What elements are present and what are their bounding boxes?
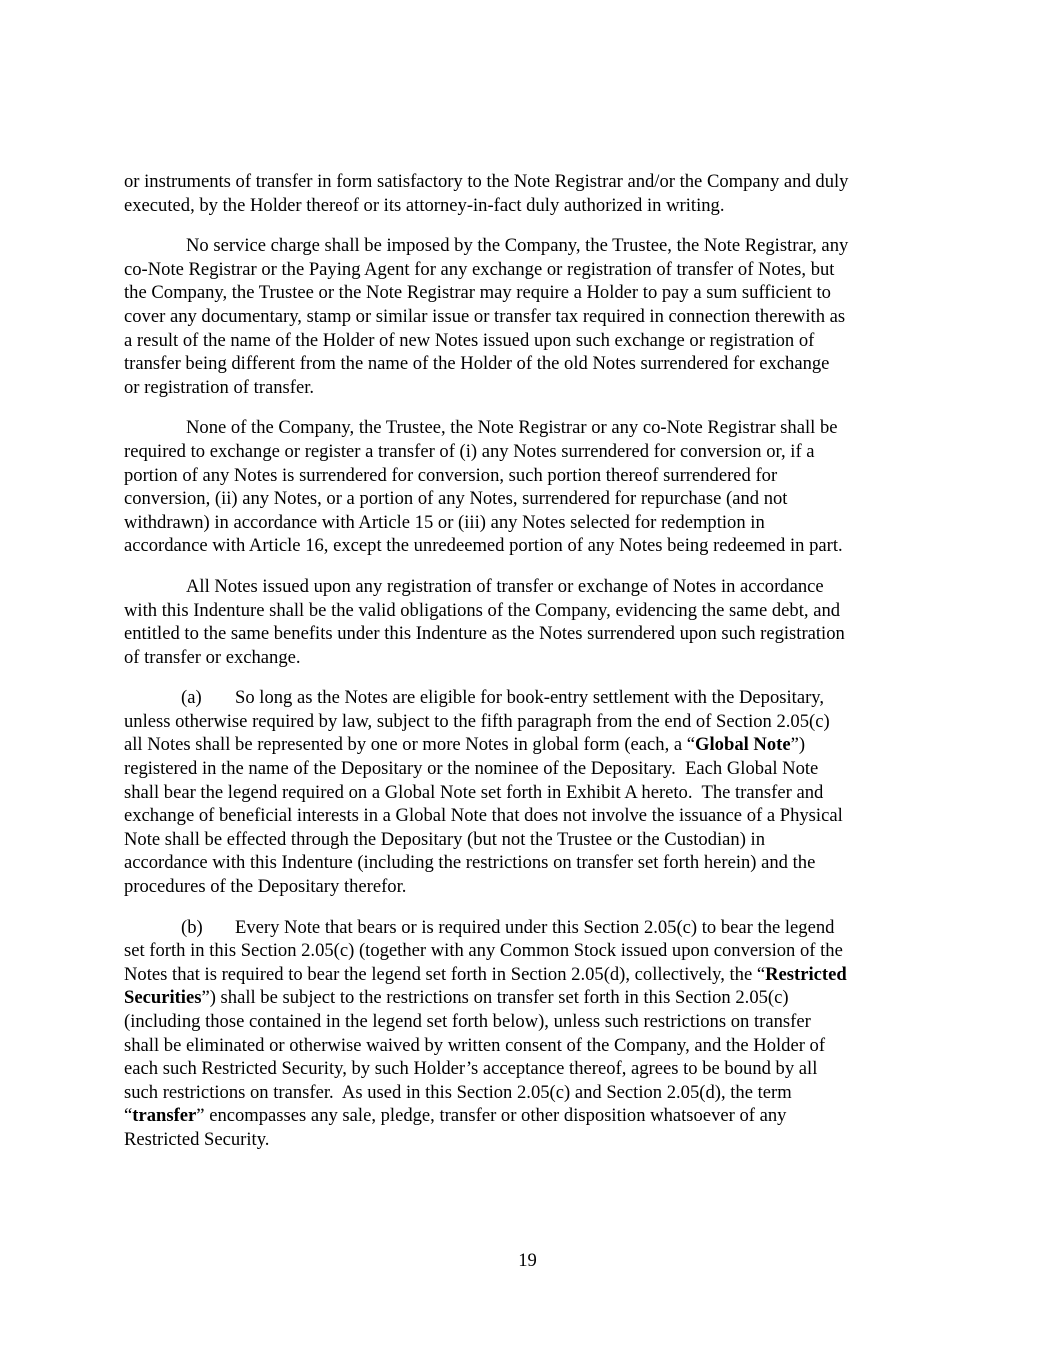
text-line: procedures of the Depositary therefor. xyxy=(124,876,407,898)
text-line: shall bear the legend required on a Global Note set forth in Exhibit A hereto. The transfer and xyxy=(124,781,824,803)
text-line: with this Indenture shall be the valid obligations of the Company, evidencing the same debt, and xyxy=(124,599,841,621)
text-line: such restrictions on transfer. As used in this Section 2.05(c) and Section 2.05(d), the term xyxy=(124,1081,792,1103)
paragraph-a-global-notes xyxy=(124,686,932,898)
paragraph-exchange-restrictions xyxy=(124,416,932,558)
clause-label: (a) xyxy=(181,687,202,709)
text-line: shall be eliminated or otherwise waived by written consent of the Company, and the Holder of xyxy=(124,1034,826,1056)
text-line: exchange of beneficial interests in a Global Note that does not involve the issuance of a Physical xyxy=(124,805,843,827)
text-line: accordance with Article 16, except the unredeemed portion of any Notes being redeemed in part. xyxy=(124,535,843,557)
text-line: withdrawn) in accordance with Article 15 or (iii) any Notes selected for redemption in xyxy=(124,511,765,533)
text-line: ” encompasses any sale, pledge, transfer or other disposition whatsoever of any xyxy=(196,1105,787,1127)
text-line: ”) shall be subject to the restrictions on transfer set forth in this Section 2.05(c) xyxy=(201,987,789,1009)
text-line: entitled to the same benefits under this Indenture as the Notes surrendered upon such registration xyxy=(124,623,845,645)
text-line: Restricted Security. xyxy=(124,1128,270,1150)
text-line: or instruments of transfer in form satisfactory to the Note Registrar and/or the Company and duly xyxy=(124,171,849,192)
text-line: Note shall be effected through the Depositary (but not the Trustee or the Custodian) in xyxy=(124,828,766,850)
text-line: executed, by the Holder thereof or its attorney-in-fact duly authorized in writing. xyxy=(124,194,725,216)
text-line: “ xyxy=(124,1105,133,1127)
paragraph-valid-obligations xyxy=(124,575,932,669)
text-line: None of the Company, the Trustee, the Note Registrar or any co-Note Registrar shall be xyxy=(186,417,838,439)
text-line: unless otherwise required by law, subject to the fifth paragraph from the end of Section 2.05(c) xyxy=(124,710,830,732)
text-line: ”) xyxy=(790,734,806,756)
text-line: transfer being different from the name of the Holder of the old Notes surrendered for exchange xyxy=(124,353,830,375)
text-line: portion of any Notes is surrendered for conversion, such portion thereof surrendered for xyxy=(124,464,778,486)
text-line: Every Note that bears or is required under this Section 2.05(c) to bear the legend xyxy=(235,916,835,938)
text-line: co-Note Registrar or the Paying Agent for any exchange or registration of transfer of Notes, but xyxy=(124,258,835,280)
defined-term: Global Note xyxy=(695,734,791,756)
text-line: set forth in this Section 2.05(c) (together with any Common Stock issued upon conversion of the xyxy=(124,940,843,962)
text-line: the Company, the Trustee or the Note Registrar may require a Holder to pay a sum sufficient to xyxy=(124,282,831,304)
clause-label: (b) xyxy=(181,916,203,938)
defined-term: Securities xyxy=(124,987,202,1009)
paragraph-continuation xyxy=(124,170,932,217)
page-number: 19 xyxy=(518,1250,537,1271)
text-line: required to exchange or register a transfer of (i) any Notes surrendered for conversion or, if a xyxy=(124,440,815,462)
paragraph-b-restricted-securities xyxy=(124,916,932,1152)
document-body xyxy=(124,170,932,1169)
text-line: accordance with this Indenture (including the restrictions on transfer set forth herein) and the xyxy=(124,852,816,874)
defined-term: Restricted xyxy=(765,963,847,985)
text-line: of transfer or exchange. xyxy=(124,646,301,668)
text-line: Notes that is required to bear the legend set forth in Section 2.05(d), collectively, the “ xyxy=(124,963,766,985)
paragraph-service-charge xyxy=(124,234,932,399)
text-line: conversion, (ii) any Notes, or a portion of any Notes, surrendered for repurchase (and not xyxy=(124,488,788,510)
text-line: or registration of transfer. xyxy=(124,376,315,398)
defined-term: transfer xyxy=(132,1105,197,1127)
text-line: So long as the Notes are eligible for book-entry settlement with the Depositary, xyxy=(235,687,824,709)
text-line: (including those contained in the legend set forth below), unless such restrictions on transfer xyxy=(124,1011,811,1032)
text-line: each such Restricted Security, by such Holder’s acceptance thereof, agrees to be bound by all xyxy=(124,1058,818,1080)
text-line: cover any documentary, stamp or similar issue or transfer tax required in connection therewith as xyxy=(124,305,846,327)
text-line: a result of the name of the Holder of new Notes issued upon such exchange or registration of xyxy=(124,329,815,351)
text-line: registered in the name of the Depositary or the nominee of the Depositary. Each Global Note xyxy=(124,758,819,780)
text-line: All Notes issued upon any registration of transfer or exchange of Notes in accordance xyxy=(186,575,824,597)
text-line: No service charge shall be imposed by the Company, the Trustee, the Note Registrar, any xyxy=(186,235,849,257)
text-line: all Notes shall be represented by one or more Notes in global form (each, a “ xyxy=(124,734,696,756)
